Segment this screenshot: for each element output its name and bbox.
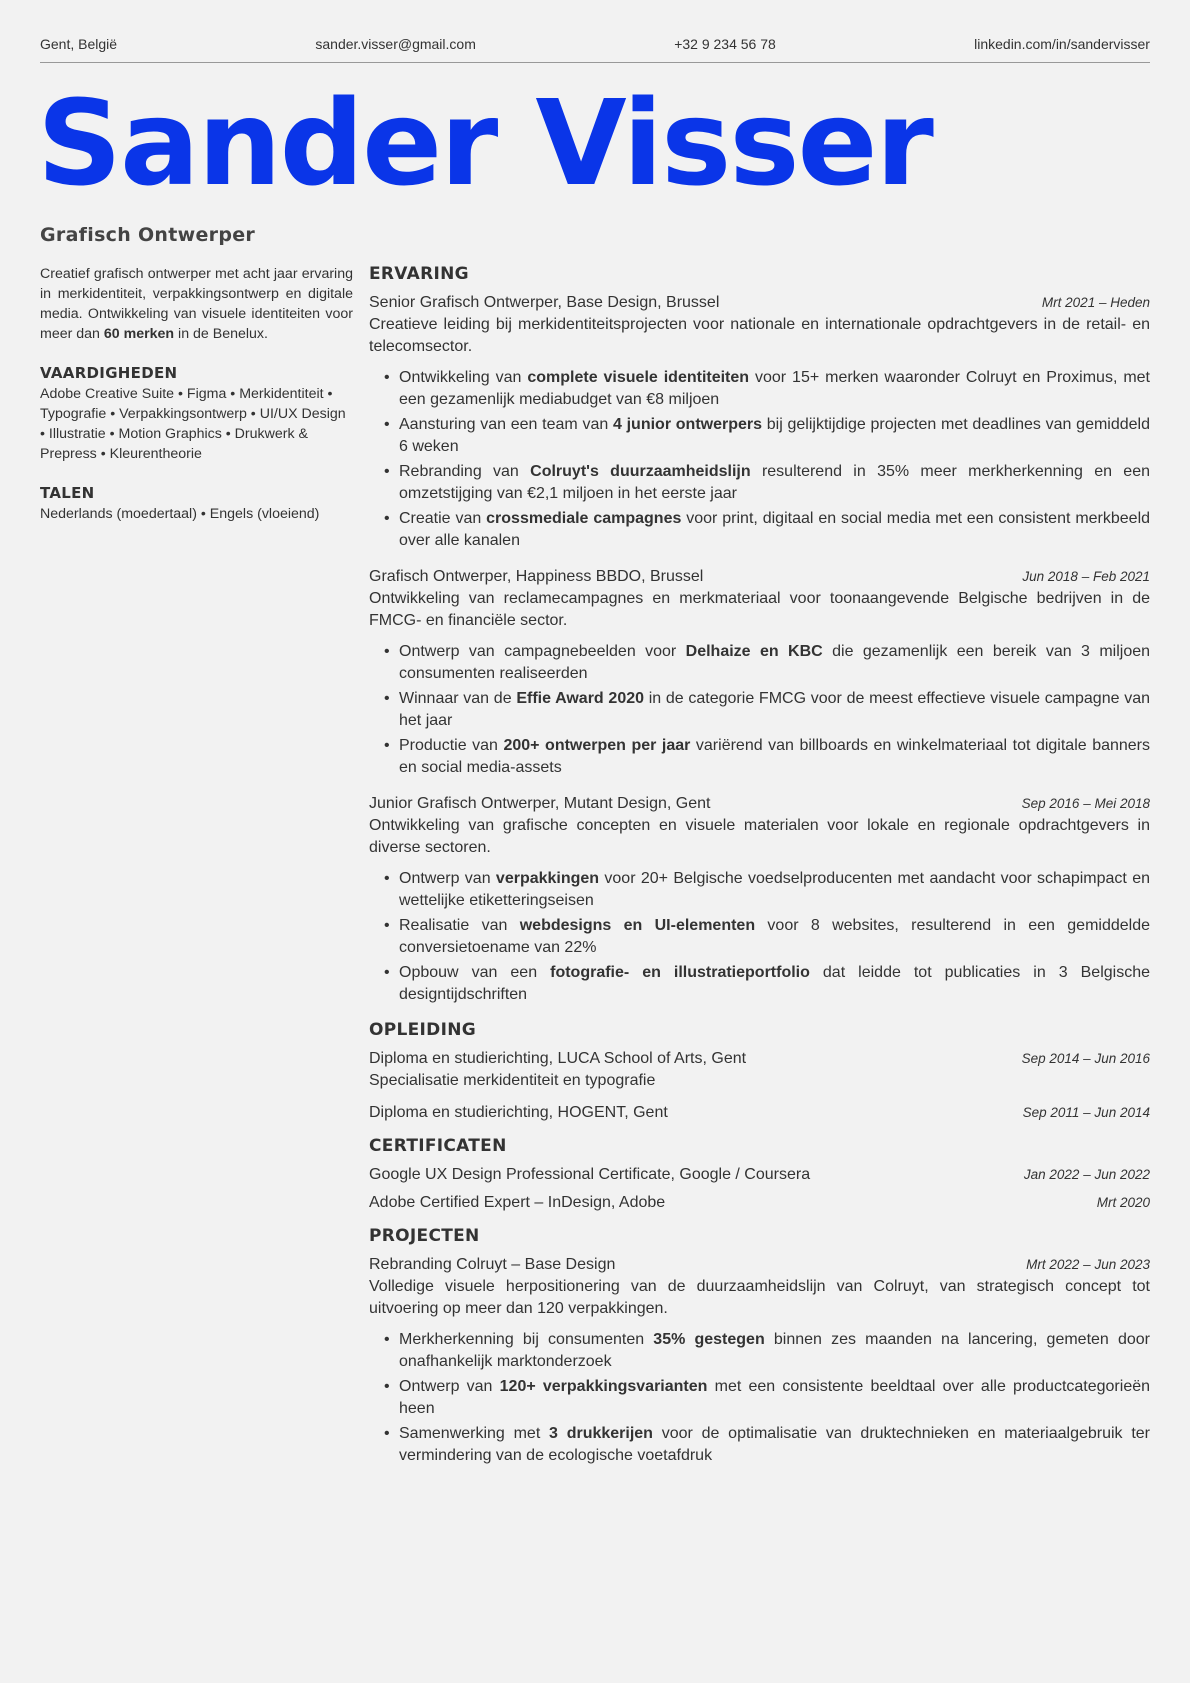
bullet-item: • Opbouw van een fotografie- en illustratieportfolio dat leidde tot publicaties in 3 Belgische designtijdschriften bbox=[399, 962, 1150, 1006]
experience-entry bbox=[369, 793, 1150, 1006]
bullet-item: • Merkherkenning bij consumenten 35% gestegen binnen zes maanden na lancering, gemeten door onafhankelijk marktonderzoek bbox=[399, 1329, 1150, 1373]
entry-title: Senior Grafisch Ontwerper, Base Design, Brussel bbox=[369, 294, 720, 311]
certificates-section bbox=[369, 1136, 1150, 1214]
bullet-item: • Rebranding van Colruyt's duurzaamheidslijn resulterend in 35% meer merkherkenning en een omzetstijging van €2,1 miljoen in het eerste jaar bbox=[399, 461, 1150, 505]
contact-linkedin[interactable]: linkedin.com/in/sandervisser bbox=[974, 36, 1150, 52]
contact-email[interactable]: sander.visser@gmail.com bbox=[315, 36, 476, 52]
bullet-item: • Winnaar van de Effie Award 2020 in de categorie FMCG voor de meest effectieve visuele campagne van het jaar bbox=[399, 688, 1150, 732]
entry-date: Mrt 2022 – Jun 2023 bbox=[1026, 1257, 1150, 1272]
entry-description: Specialisatie merkidentiteit en typografie bbox=[369, 1072, 656, 1089]
entry-description: Ontwikkeling van grafische concepten en visuele materialen voor lokale en regionale opdrachtgevers in diverse sectoren. bbox=[369, 817, 1150, 856]
certificate-entry bbox=[369, 1164, 1150, 1186]
bullet-item: • Ontwerp van campagnebeelden voor Delhaize en KBC die gezamenlijk een bereik van 3 miljoen consumenten realiseerden bbox=[399, 641, 1150, 685]
certificates-heading: CERTIFICATEN bbox=[369, 1136, 507, 1156]
projects-heading: PROJECTEN bbox=[369, 1226, 480, 1246]
experience-entry bbox=[369, 566, 1150, 779]
project-entry bbox=[369, 1254, 1150, 1467]
education-heading: OPLEIDING bbox=[369, 1020, 476, 1040]
languages-heading: TALEN bbox=[40, 484, 95, 502]
contact-bar bbox=[40, 32, 1150, 63]
bullet-item: • Ontwerp van verpakkingen voor 20+ Belgische voedselproducenten met aandacht voor schapimpact en wettelijke etiketteringseisen bbox=[399, 868, 1150, 912]
bullet-item: • Ontwerp van 120+ verpakkingsvarianten met een consistente beeldtaal over alle productcategorieën heen bbox=[399, 1376, 1150, 1420]
bullet-item: • Productie van 200+ ontwerpen per jaar variërend van billboards en winkelmateriaal tot digitale banners en social media-assets bbox=[399, 735, 1150, 779]
entry-title: Junior Grafisch Ontwerper, Mutant Design, Gent bbox=[369, 795, 711, 812]
resume-page bbox=[37, 0, 1151, 1683]
entry-date: Sep 2016 – Mei 2018 bbox=[1021, 796, 1150, 811]
entry-title: Diploma en studierichting, HOGENT, Gent bbox=[369, 1104, 668, 1121]
right-column bbox=[369, 264, 1150, 1481]
education-section bbox=[369, 1020, 1150, 1124]
contact-phone[interactable]: +32 9 234 56 78 bbox=[674, 36, 776, 52]
entry-date: Mrt 2021 – Heden bbox=[1041, 295, 1150, 310]
entry-description: Volledige visuele herpositionering van de duurzaamheidslijn van Colruyt, van strategisch concept tot uitvoering op meer dan 120 verpakkingen. bbox=[369, 1278, 1150, 1317]
entry-date: Mrt 2020 bbox=[1096, 1195, 1150, 1210]
entry-title: Google UX Design Professional Certificate, Google / Coursera bbox=[369, 1166, 811, 1183]
bullet-item: • Realisatie van webdesigns en UI-elementen voor 8 websites, resulterend in een gemiddelde conversietoename van 22% bbox=[399, 915, 1150, 959]
languages-list: Nederlands (moedertaal) • Engels (vloeiend) bbox=[40, 506, 320, 522]
projects-section bbox=[369, 1226, 1150, 1467]
experience-section bbox=[369, 264, 1150, 1006]
entry-date: Sep 2014 – Jun 2016 bbox=[1021, 1051, 1150, 1066]
education-entry bbox=[369, 1102, 1150, 1124]
entry-description: Ontwikkeling van reclamecampagnes en merkmateriaal voor toonaangevende Belgische bedrijven in de FMCG- en financiële sector. bbox=[369, 590, 1150, 629]
left-column bbox=[40, 264, 353, 524]
entry-title: Rebranding Colruyt – Base Design bbox=[369, 1256, 616, 1273]
skills-list: Adobe Creative Suite • Figma • Merkidentiteit • Typografie • Verpakkingsontwerp • UI/UX Design • Illustratie • Motion Graphics • Drukwerk & Prepress • Kleurentheorie bbox=[40, 386, 346, 462]
experience-entry bbox=[369, 292, 1150, 552]
entry-title: Diploma en studierichting, LUCA School of Arts, Gent bbox=[369, 1050, 747, 1067]
bullet-item: • Creatie van crossmediale campagnes voor print, digitaal en social media met een consistent merkbeeld over alle kanalen bbox=[399, 508, 1150, 552]
candidate-name: Sander Visser bbox=[37, 74, 932, 212]
contact-location: Gent, België bbox=[40, 36, 118, 52]
entry-title: Grafisch Ontwerper, Happiness BBDO, Brussel bbox=[369, 568, 704, 585]
certificate-entry bbox=[369, 1192, 1150, 1214]
entry-description: Creatieve leiding bij merkidentiteitsprojecten voor nationale en internationale opdrachtgevers in de retail- en telecomsector. bbox=[369, 316, 1150, 355]
bullet-item: • Ontwikkeling van complete visuele identiteiten voor 15+ merken waaronder Colruyt en Proximus, met een gezamenlijk mediabudget van €8 miljoen bbox=[399, 367, 1150, 411]
skills-heading: VAARDIGHEDEN bbox=[40, 364, 178, 382]
entry-title: Adobe Certified Expert – InDesign, Adobe bbox=[369, 1194, 666, 1211]
bullet-item: • Aansturing van een team van 4 junior ontwerpers bij gelijktijdige projecten met deadlines van gemiddeld 6 weken bbox=[399, 414, 1150, 458]
entry-date: Jan 2022 – Jun 2022 bbox=[1023, 1167, 1150, 1182]
entry-date: Jun 2018 – Feb 2021 bbox=[1022, 569, 1150, 584]
education-entry bbox=[369, 1048, 1150, 1092]
profile-summary: Creatief grafisch ontwerper met acht jaar ervaring in merkidentiteit, verpakkingsontwerp en digitale media. Ontwikkeling van visuele identiteiten voor meer dan 60 merken in de Benelux. bbox=[40, 266, 353, 342]
job-title: Grafisch Ontwerper bbox=[40, 224, 256, 246]
bullet-item: • Samenwerking met 3 drukkerijen voor de optimalisatie van druktechnieken en materiaalgebruik ter vermindering van de ecologische voetafdruk bbox=[399, 1423, 1150, 1467]
experience-heading: ERVARING bbox=[369, 264, 469, 284]
entry-date: Sep 2011 – Jun 2014 bbox=[1022, 1105, 1150, 1120]
